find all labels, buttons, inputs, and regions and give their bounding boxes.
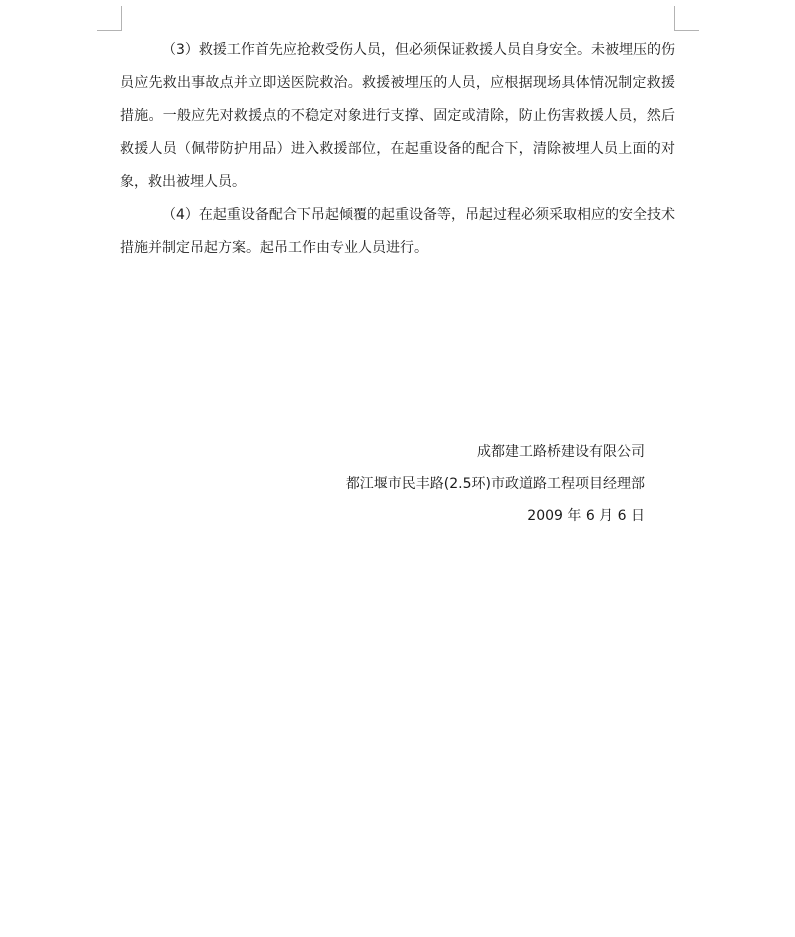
signature-department: 都江堰市民丰路(2.5环)市政道路工程项目经理部 bbox=[345, 476, 645, 492]
crop-mark-top-right bbox=[674, 6, 699, 31]
signature-block bbox=[346, 436, 645, 532]
signature-date: 2009 年 6 月 6 日 bbox=[527, 508, 645, 524]
paragraph-lift-equipment: （4）在起重设备配合下吊起倾覆的起重设备等，吊起过程必须采取相应的安全技术措施并制定吊起方案。起吊工作由专业人员进行。 bbox=[120, 207, 675, 256]
crop-mark-top-left bbox=[97, 6, 122, 31]
paragraph-rescue-injured: （3）救援工作首先应抢救受伤人员，但必须保证救援人员自身安全。未被埋压的伤员应先救出事故点并立即送医院救治。救援被埋压的人员，应根据现场具体情况制定救援措施。一般应先对救援点的不稳定对象进行支撑、固定或清除，防止伤害救援人员，然后救援人员（佩带防护用品）进入救援部位，在起重设备的配合下，清除被埋人员上面的对象，救出被埋人员。 bbox=[120, 42, 675, 190]
document-body bbox=[120, 34, 675, 265]
signature-company: 成都建工路桥建设有限公司 bbox=[477, 444, 645, 460]
